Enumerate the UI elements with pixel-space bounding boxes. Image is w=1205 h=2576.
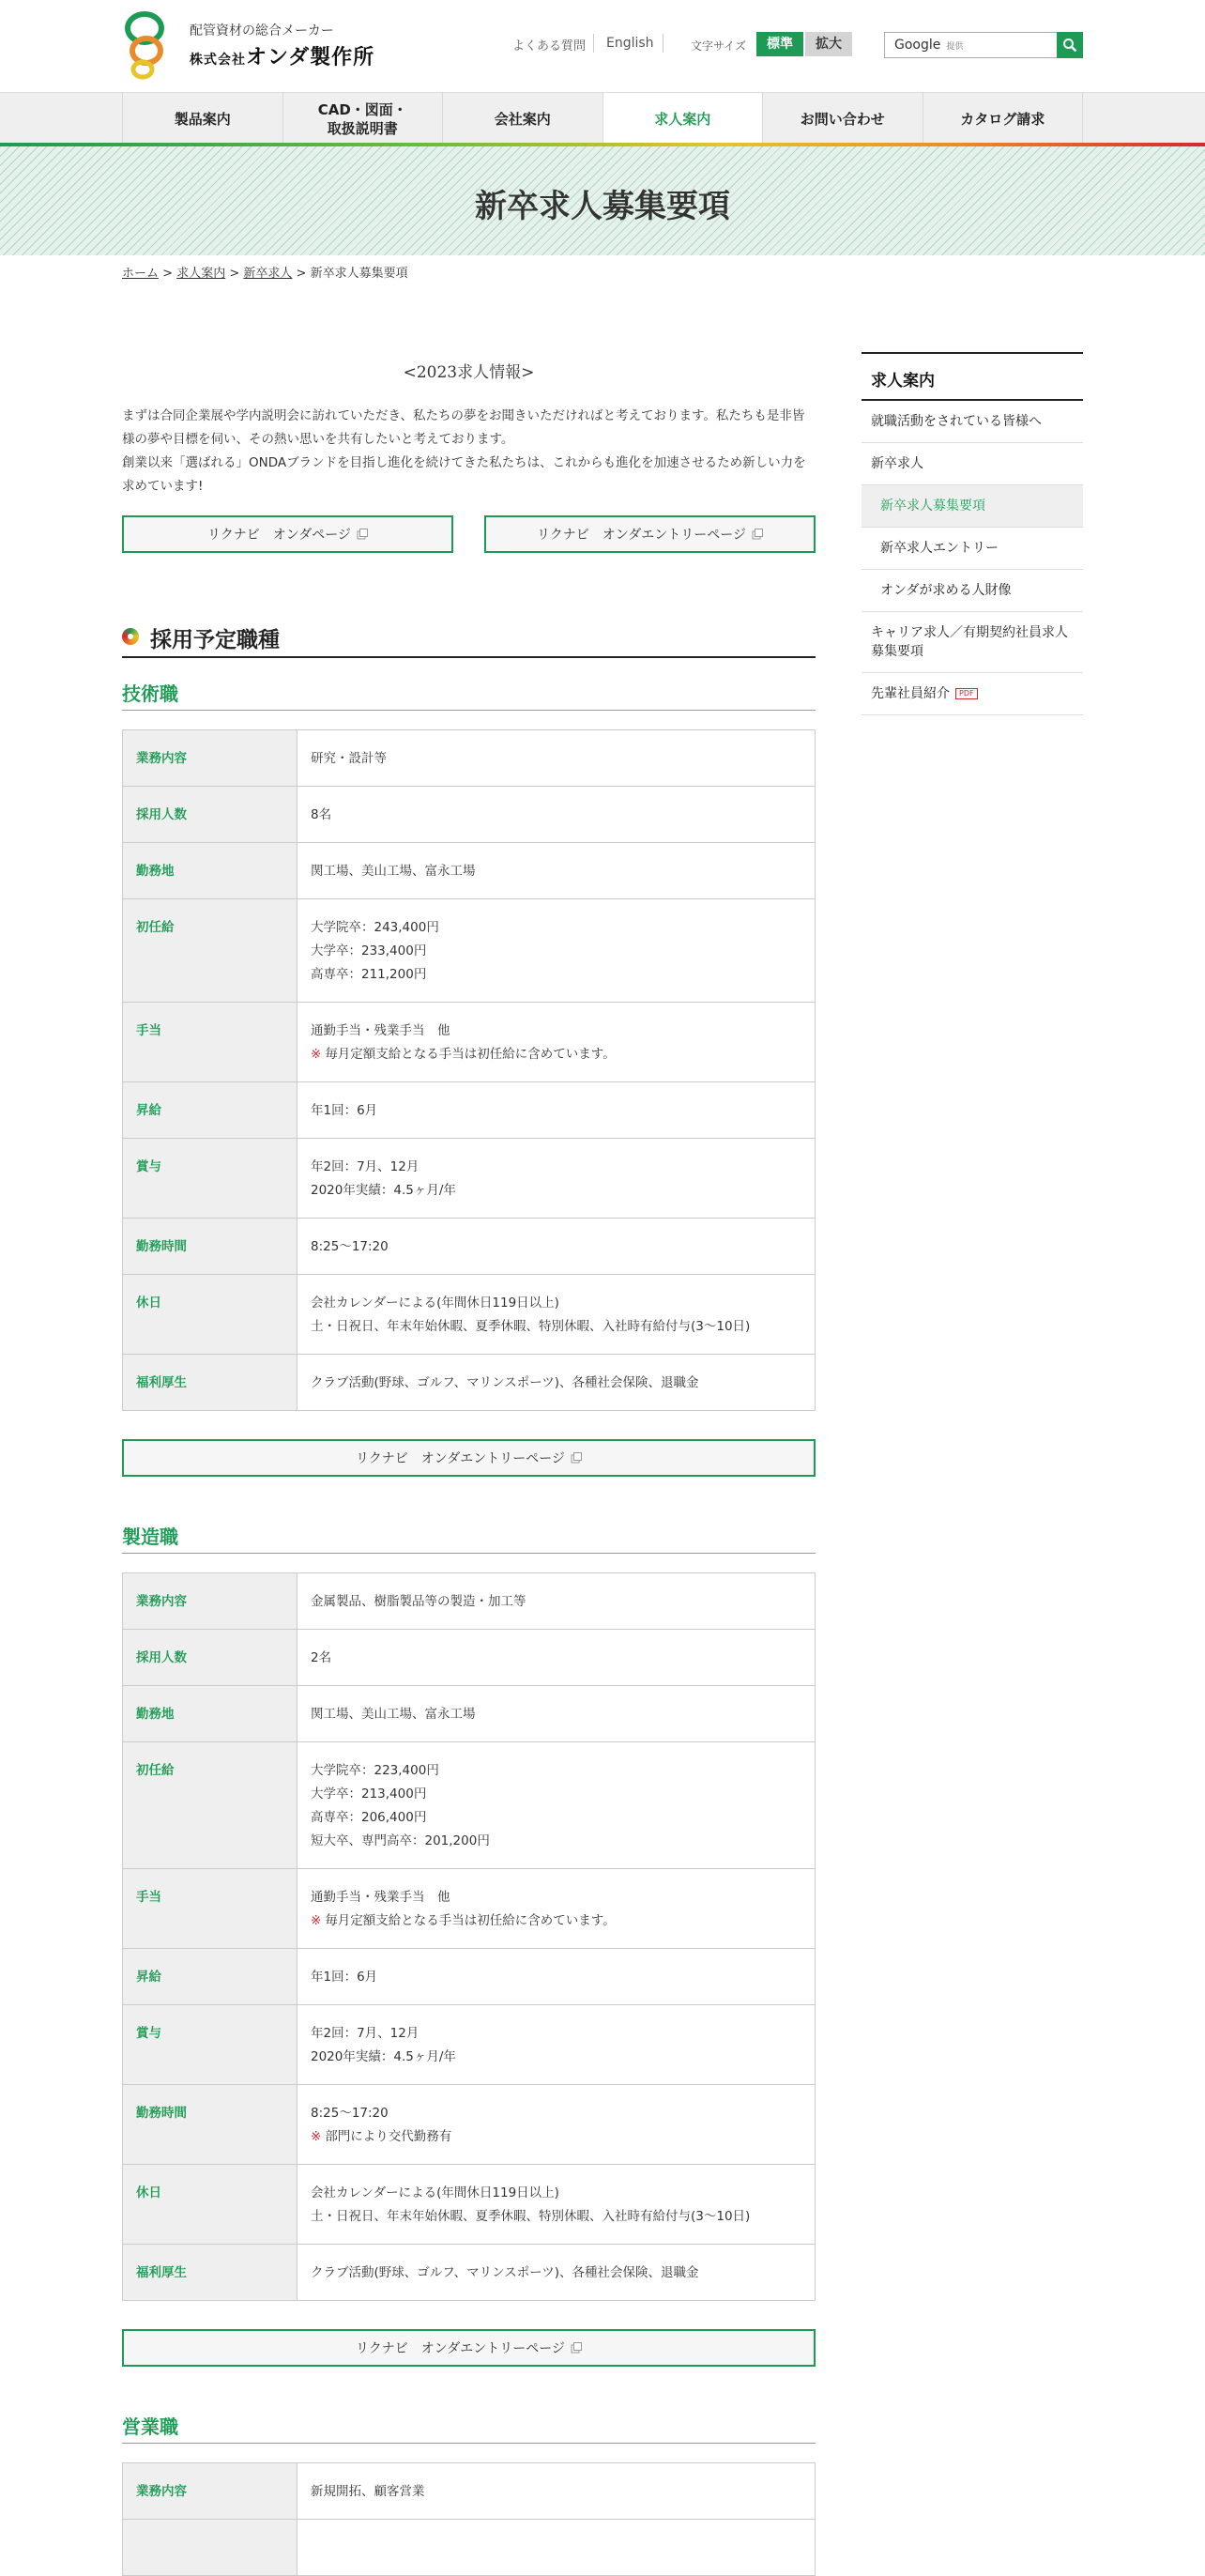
breadcrumb-current: 新卒求人募集要項 bbox=[310, 267, 408, 281]
row-label: 手当 bbox=[123, 1003, 297, 1082]
row-value bbox=[297, 1630, 816, 1686]
external-link-icon bbox=[571, 1452, 582, 1464]
row-value-line: 8名 bbox=[311, 807, 332, 822]
row-value-line: 年1回：6月 bbox=[311, 1103, 378, 1118]
breadcrumb-home[interactable]: ホーム bbox=[122, 267, 160, 281]
row-value bbox=[297, 1355, 816, 1411]
row-label: 手当 bbox=[123, 1869, 297, 1949]
sidebar-item[interactable] bbox=[862, 485, 1083, 528]
page-title: 新卒求人募集要項 bbox=[475, 188, 730, 225]
row-value-line: 2020年実績：4.5ヶ月/年 bbox=[311, 2049, 456, 2064]
row-label bbox=[123, 2520, 297, 2576]
row-value bbox=[297, 843, 816, 899]
table-row bbox=[123, 1686, 816, 1742]
breadcrumb-sep: > bbox=[159, 267, 177, 281]
search-placeholder bbox=[894, 38, 963, 53]
external-link-icon bbox=[571, 2342, 582, 2354]
row-value-line: 2020年実績：4.5ヶ月/年 bbox=[311, 1183, 456, 1198]
table-row bbox=[123, 1275, 816, 1355]
row-label: 昇給 bbox=[123, 1082, 297, 1139]
table-row bbox=[123, 2005, 816, 2085]
note-mark: ※ bbox=[311, 1913, 322, 1928]
row-value-line: 大学卒：233,400円 bbox=[311, 943, 427, 958]
sidebar-title: 求人案内 bbox=[862, 352, 1083, 401]
search-provider: 提供 bbox=[946, 42, 964, 52]
row-value-line: 土・日祝日、年末年始休暇、夏季休暇、特別休暇、入社時有給付与(3～10日) bbox=[311, 1319, 751, 1334]
row-value bbox=[297, 899, 816, 1003]
table-row bbox=[123, 2463, 816, 2520]
row-value bbox=[297, 1573, 816, 1630]
recruit-info-title: <2023求人情報> bbox=[403, 363, 535, 382]
logo-prefix: 株式会社 bbox=[190, 53, 246, 68]
sidebar-item-label: キャリア求人／有期契約社員求人募集要項 bbox=[871, 625, 1068, 659]
external-link-icon bbox=[357, 529, 368, 540]
row-label: 業務内容 bbox=[123, 2463, 297, 2520]
search-icon bbox=[1062, 38, 1077, 53]
nav-item-products[interactable]: 製品案内 bbox=[123, 93, 283, 146]
nav-item-recruit[interactable]: 求人案内 bbox=[603, 93, 764, 146]
row-label: 勤務時間 bbox=[123, 2085, 297, 2165]
note-text: 毎月定額支給となる手当は初任給に含めています。 bbox=[325, 1913, 616, 1928]
company-logo[interactable] bbox=[122, 11, 375, 79]
row-value-line: 関工場、美山工場、富永工場 bbox=[311, 864, 476, 879]
row-value bbox=[297, 2165, 816, 2245]
external-link-row bbox=[122, 515, 816, 553]
job-category-title: 製造職 bbox=[122, 1522, 816, 1554]
sidebar-item-label: 新卒求人エントリー bbox=[880, 541, 999, 556]
row-label: 初任給 bbox=[123, 1742, 297, 1869]
breadcrumb-newgrad[interactable]: 新卒求人 bbox=[243, 267, 293, 281]
table-row bbox=[123, 1355, 816, 1411]
breadcrumb-sep: > bbox=[225, 267, 244, 281]
row-value-line: 新規開拓、顧客営業 bbox=[311, 2484, 425, 2499]
search-input[interactable] bbox=[884, 32, 1083, 58]
table-row bbox=[123, 730, 816, 787]
intro-paragraph: まずは合同企業展や学内説明会に訪れていただき、私たちの夢をお聞きいただければと考えております。私たちも是非皆様の夢や目標を伺い、その熱い思いを共有したいと考えております。 bbox=[122, 408, 805, 447]
row-value-line: 通勤手当・残業手当 他 bbox=[311, 1023, 450, 1038]
job-category-title: 技術職 bbox=[122, 679, 816, 711]
note-mark: ※ bbox=[311, 2129, 322, 2144]
global-nav-items bbox=[122, 93, 1083, 146]
search-brand: Google bbox=[894, 38, 941, 53]
row-label: 休日 bbox=[123, 1275, 297, 1355]
row-value-line: 2名 bbox=[311, 1650, 332, 1665]
row-value bbox=[297, 1686, 816, 1742]
table-row bbox=[123, 1949, 816, 2005]
faq-link[interactable]: よくある質問 bbox=[512, 39, 587, 54]
rikunavi-entry-button[interactable] bbox=[122, 2329, 816, 2367]
breadcrumb-recruit[interactable]: 求人案内 bbox=[176, 267, 226, 281]
intro-paragraph: 創業以来「選ばれる」ONDAブランドを目指し進化を続けてきた私たちは、これからも進化を加速させるため新しい力を求めています! bbox=[122, 455, 806, 494]
table-row bbox=[123, 2085, 816, 2165]
table-row bbox=[123, 1219, 816, 1275]
sidebar-item[interactable] bbox=[862, 401, 1083, 443]
row-value bbox=[297, 2085, 816, 2165]
button-label: リクナビ オンダページ bbox=[207, 528, 351, 543]
row-value bbox=[297, 1275, 816, 1355]
rikunavi-entry-button[interactable] bbox=[122, 1439, 816, 1477]
row-value-line: 8:25～17:20 bbox=[311, 2106, 389, 2121]
table-row bbox=[123, 1630, 816, 1686]
row-value-line: クラブ活動(野球、ゴルフ、マリンスポーツ)、各種社会保険、退職金 bbox=[311, 2265, 699, 2280]
job-spec-table bbox=[122, 2462, 816, 2576]
font-size-large-button[interactable]: 拡大 bbox=[805, 32, 852, 56]
job-category-title: 営業職 bbox=[122, 2412, 816, 2444]
row-label: 福利厚生 bbox=[123, 1355, 297, 1411]
row-label: 休日 bbox=[123, 2165, 297, 2245]
row-value-line: 高専卒：211,200円 bbox=[311, 967, 427, 982]
sidebar-item-label: オンダが求める人財像 bbox=[880, 583, 1012, 598]
search-button[interactable] bbox=[1057, 32, 1083, 58]
row-value-line: 8:25～17:20 bbox=[311, 1239, 389, 1254]
row-label: 昇給 bbox=[123, 1949, 297, 2005]
row-value bbox=[297, 1139, 816, 1219]
table-row bbox=[123, 787, 816, 843]
row-value-line: 関工場、美山工場、富永工場 bbox=[311, 1707, 476, 1722]
note-text: 毎月定額支給となる手当は初任給に含めています。 bbox=[325, 1047, 616, 1062]
sidebar-item-label: 先輩社員紹介 bbox=[871, 686, 950, 701]
divider bbox=[593, 34, 594, 53]
divider bbox=[663, 34, 664, 53]
breadcrumb bbox=[122, 263, 408, 281]
table-row bbox=[123, 1003, 816, 1082]
font-size-standard-button[interactable]: 標準 bbox=[756, 32, 803, 56]
logo-tagline: 配管資材の総合メーカー bbox=[190, 23, 334, 38]
table-row bbox=[123, 2245, 816, 2301]
main-content bbox=[122, 347, 816, 2576]
row-value-line: 年2回：7月、12月 bbox=[311, 2026, 419, 2041]
row-label: 採用人数 bbox=[123, 787, 297, 843]
sidebar bbox=[862, 352, 1083, 715]
row-note bbox=[311, 1909, 801, 1933]
section-heading-text: 採用予定職種 bbox=[150, 628, 280, 652]
rikunavi-page-button[interactable] bbox=[122, 515, 453, 553]
row-note bbox=[311, 1043, 801, 1066]
row-label: 賞与 bbox=[123, 1139, 297, 1219]
row-label: 勤務地 bbox=[123, 843, 297, 899]
row-value-line: 金属製品、樹脂製品等の製造・加工等 bbox=[311, 1594, 526, 1609]
sidebar-item[interactable] bbox=[862, 528, 1083, 570]
font-size-label: 文字サイズ bbox=[691, 39, 747, 53]
row-value-line: 大学卒：213,400円 bbox=[311, 1786, 427, 1802]
intro-text bbox=[122, 405, 816, 498]
job-spec-table bbox=[122, 1572, 816, 2301]
pdf-icon: PDF bbox=[955, 688, 978, 699]
nav-item-contact[interactable]: お問い合わせ bbox=[763, 93, 923, 146]
row-value bbox=[297, 1003, 816, 1082]
table-row bbox=[123, 1869, 816, 1949]
row-label: 賞与 bbox=[123, 2005, 297, 2085]
table-row bbox=[123, 2165, 816, 2245]
breadcrumb-sep: > bbox=[292, 267, 311, 281]
logo-name: オンダ製作所 bbox=[246, 46, 375, 69]
row-value-line: 年2回：7月、12月 bbox=[311, 1159, 419, 1174]
row-label: 勤務地 bbox=[123, 1686, 297, 1742]
sidebar-item-label: 新卒求人募集要項 bbox=[880, 498, 985, 514]
table-row bbox=[123, 2520, 816, 2576]
row-value-line: 高専卒：206,400円 bbox=[311, 1810, 427, 1825]
row-label: 採用人数 bbox=[123, 1630, 297, 1686]
row-label: 業務内容 bbox=[123, 730, 297, 787]
row-value-line: 研究・設計等 bbox=[311, 751, 387, 766]
job-spec-table bbox=[122, 729, 816, 1411]
row-value-line: 短大卒、専門高卒：201,200円 bbox=[311, 1833, 490, 1848]
section-heading bbox=[122, 619, 816, 658]
note-text: 部門により交代勤務有 bbox=[325, 2129, 452, 2144]
nav-item-company[interactable]: 会社案内 bbox=[443, 93, 603, 146]
row-value bbox=[297, 2005, 816, 2085]
table-row bbox=[123, 1082, 816, 1139]
rikunavi-entry-button[interactable] bbox=[484, 515, 816, 553]
button-label: リクナビ オンダエントリーページ bbox=[537, 528, 746, 543]
note-mark: ※ bbox=[311, 1047, 322, 1062]
row-value-line: 土・日祝日、年末年始休暇、夏季休暇、特別休暇、入社時有給付与(3～10日) bbox=[311, 2209, 751, 2224]
row-value-line: 会社カレンダーによる(年間休日119日以上) bbox=[311, 1296, 559, 1311]
sidebar-list bbox=[862, 401, 1083, 715]
english-link[interactable]: English bbox=[606, 36, 654, 51]
row-value-line: クラブ活動(野球、ゴルフ、マリンスポーツ)、各種社会保険、退職金 bbox=[311, 1375, 699, 1390]
row-value bbox=[297, 1949, 816, 2005]
table-row bbox=[123, 1573, 816, 1630]
row-value-line: 大学院卒：243,400円 bbox=[311, 920, 439, 935]
row-value bbox=[297, 787, 816, 843]
row-value bbox=[297, 2463, 816, 2520]
site-header bbox=[0, 0, 1205, 92]
sidebar-item[interactable] bbox=[862, 612, 1083, 673]
table-row bbox=[123, 843, 816, 899]
sidebar-item-label: 就職活動をされている皆様へ bbox=[871, 414, 1042, 429]
logo-mark-icon bbox=[122, 11, 169, 79]
external-link-icon bbox=[752, 529, 763, 540]
row-label: 初任給 bbox=[123, 899, 297, 1003]
sidebar-item-label: 新卒求人 bbox=[871, 456, 923, 471]
row-value bbox=[297, 2245, 816, 2301]
table-row bbox=[123, 1139, 816, 1219]
row-value bbox=[297, 2520, 816, 2576]
row-value bbox=[297, 1082, 816, 1139]
row-value-line bbox=[311, 2537, 801, 2560]
nav-item-cad[interactable]: CAD・図面・ 取扱説明書 bbox=[283, 93, 444, 146]
nav-item-catalog[interactable]: カタログ請求 bbox=[923, 93, 1084, 146]
heading-bullet-icon bbox=[122, 628, 139, 645]
logo-company-name bbox=[190, 41, 374, 70]
row-label: 福利厚生 bbox=[123, 2245, 297, 2301]
row-value bbox=[297, 1742, 816, 1869]
row-value bbox=[297, 730, 816, 787]
row-value bbox=[297, 1869, 816, 1949]
row-value-line: 会社カレンダーによる(年間休日119日以上) bbox=[311, 2185, 559, 2200]
row-value-line: 通勤手当・残業手当 他 bbox=[311, 1890, 450, 1905]
sidebar-item[interactable] bbox=[862, 673, 1083, 715]
global-nav bbox=[0, 92, 1205, 145]
sidebar-item[interactable] bbox=[862, 570, 1083, 612]
row-value-line: 大学院卒：223,400円 bbox=[311, 1763, 439, 1778]
sidebar-item[interactable] bbox=[862, 443, 1083, 485]
button-label: リクナビ オンダエントリーページ bbox=[356, 1451, 565, 1466]
button-label: リクナビ オンダエントリーページ bbox=[356, 2341, 565, 2356]
row-value-line: 年1回：6月 bbox=[311, 1970, 378, 1985]
row-label: 業務内容 bbox=[123, 1573, 297, 1630]
page-title-banner bbox=[0, 146, 1205, 255]
row-label: 勤務時間 bbox=[123, 1219, 297, 1275]
table-row bbox=[123, 899, 816, 1003]
table-row bbox=[123, 1742, 816, 1869]
row-value bbox=[297, 1219, 816, 1275]
row-note bbox=[311, 2125, 801, 2149]
